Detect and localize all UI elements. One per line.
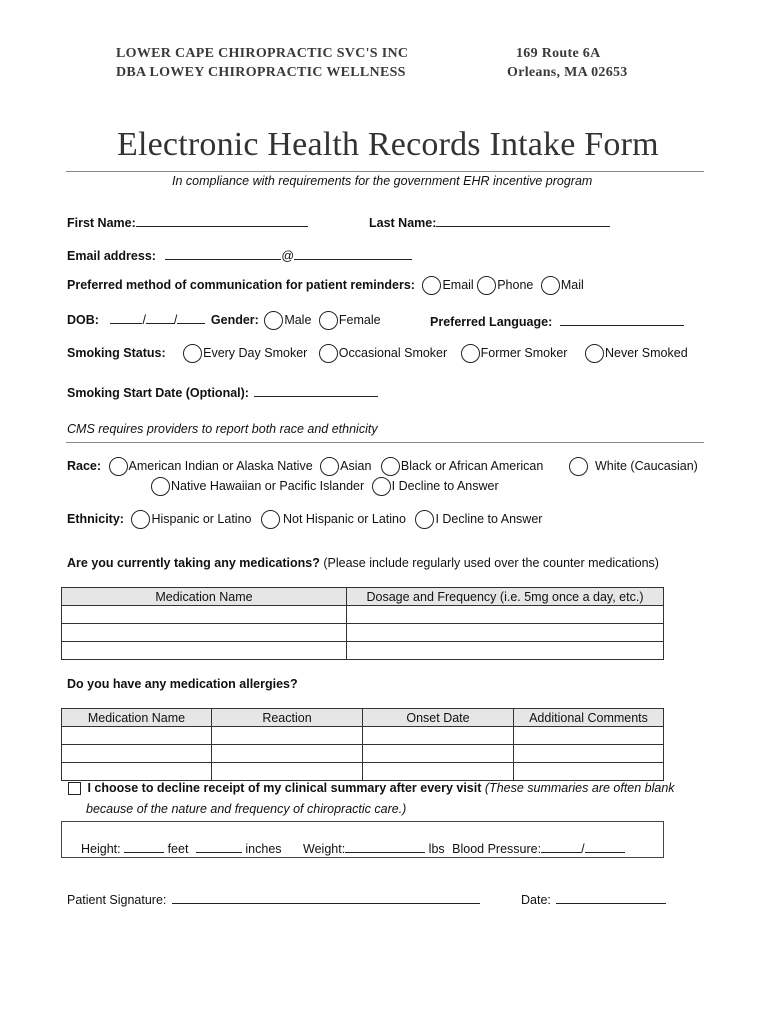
- dob-separator: /: [142, 313, 146, 327]
- first-name-field[interactable]: [136, 212, 308, 227]
- race-row-1: [67, 457, 543, 476]
- height-inches-field[interactable]: [196, 838, 242, 853]
- comm-mail-radio[interactable]: [541, 276, 560, 295]
- language-field[interactable]: [560, 311, 684, 326]
- email-user-field[interactable]: [165, 245, 281, 260]
- weight-field[interactable]: [345, 838, 425, 853]
- company-name: LOWER CAPE CHIROPRACTIC SVC'S INC: [116, 46, 409, 61]
- email-label: Email address:: [67, 249, 156, 263]
- table-cell[interactable]: [62, 727, 212, 745]
- race-pacific-islander-label: Native Hawaiian or Pacific Islander: [171, 478, 365, 493]
- smoking-occasional-label: Occasional Smoker: [338, 345, 448, 360]
- allergies-col-reaction: Reaction: [212, 709, 363, 727]
- allergies-table: [61, 708, 664, 781]
- dob-year-field[interactable]: [177, 309, 205, 324]
- address-city: Orleans, MA 02653: [507, 65, 628, 80]
- dob-separator: /: [173, 313, 178, 327]
- table-cell[interactable]: [514, 745, 664, 763]
- weight-label: Weight:: [303, 842, 346, 856]
- race-row-2: [151, 477, 499, 496]
- smoking-row: [67, 344, 688, 363]
- race-black-label: Black or African American: [400, 458, 544, 473]
- bp-separator: /: [581, 842, 585, 856]
- allergies-question: Do you have any medication allergies?: [67, 677, 298, 691]
- race-label: Race:: [67, 458, 102, 473]
- comm-row: [67, 276, 584, 295]
- table-header-row: [62, 588, 664, 606]
- smoking-start-field[interactable]: [254, 382, 378, 397]
- race-white-radio[interactable]: [569, 457, 588, 476]
- comm-email-label: Email: [442, 277, 474, 292]
- table-cell[interactable]: [62, 745, 212, 763]
- title-divider: [66, 171, 704, 172]
- date-field[interactable]: [556, 889, 666, 904]
- medications-question-row: [67, 556, 659, 570]
- race-decline-label: I Decline to Answer: [391, 478, 499, 493]
- bp-systolic-field[interactable]: [541, 838, 581, 853]
- decline-summary-checkbox[interactable]: [68, 782, 81, 795]
- company-dba: DBA LOWEY CHIROPRACTIC WELLNESS: [116, 65, 406, 80]
- smoking-everyday-radio[interactable]: [183, 344, 202, 363]
- ethnicity-not-hispanic-label: Not Hispanic or Latino: [282, 511, 406, 526]
- medications-col-name: Medication Name: [62, 588, 347, 606]
- email-row: [67, 245, 412, 263]
- race-white-option: [569, 457, 698, 476]
- ethnicity-decline-radio[interactable]: [415, 510, 434, 529]
- weight-unit: lbs: [428, 842, 445, 856]
- table-cell[interactable]: [363, 745, 514, 763]
- decline-note-line1: (These summaries are often blank: [484, 781, 675, 795]
- table-cell[interactable]: [212, 745, 363, 763]
- height-label: Height:: [81, 842, 121, 856]
- first-name-label: First Name:: [67, 216, 136, 230]
- table-cell[interactable]: [212, 727, 363, 745]
- medications-question: Are you currently taking any medications?: [67, 556, 320, 570]
- height-inches-unit: inches: [245, 842, 282, 856]
- medications-col-dosage: Dosage and Frequency (i.e. 5mg once a day, etc.): [347, 588, 664, 606]
- smoking-start-row: [67, 382, 378, 400]
- table-cell[interactable]: [363, 727, 514, 745]
- table-row: [62, 727, 664, 745]
- last-name-label: Last Name:: [369, 216, 437, 230]
- address-street: 169 Route 6A: [516, 46, 601, 61]
- dob-day-field[interactable]: [146, 309, 174, 324]
- table-cell[interactable]: [347, 624, 664, 642]
- dob-gender-row: [67, 309, 381, 330]
- table-cell[interactable]: [347, 642, 664, 660]
- last-name-field[interactable]: [436, 212, 610, 227]
- table-cell[interactable]: [62, 642, 347, 660]
- comm-phone-radio[interactable]: [477, 276, 496, 295]
- table-row: [62, 745, 664, 763]
- medications-table: [61, 587, 664, 660]
- gender-male-radio[interactable]: [264, 311, 283, 330]
- race-american-indian-label: American Indian or Alaska Native: [128, 458, 313, 473]
- table-row: [62, 624, 664, 642]
- vitals-row: [81, 838, 625, 856]
- dob-month-field[interactable]: [110, 309, 142, 324]
- table-row: [62, 606, 664, 624]
- dob-label: DOB:: [67, 313, 99, 327]
- comm-phone-label: Phone: [497, 277, 534, 292]
- table-cell[interactable]: [347, 606, 664, 624]
- table-cell[interactable]: [62, 763, 212, 781]
- first-name-row: [67, 212, 308, 230]
- race-black-radio[interactable]: [381, 457, 400, 476]
- medications-note: (Please include regularly used over the counter medications): [323, 556, 659, 570]
- table-row: [62, 763, 664, 781]
- comm-mail-label: Mail: [560, 277, 584, 292]
- smoking-everyday-label: Every Day Smoker: [203, 345, 308, 360]
- race-pacific-islander-radio[interactable]: [151, 477, 170, 496]
- signature-row: [67, 889, 480, 907]
- page-title: Electronic Health Records Intake Form: [117, 126, 659, 163]
- gender-female-label: Female: [338, 313, 381, 327]
- table-row: [62, 642, 664, 660]
- gender-male-label: Male: [284, 313, 312, 327]
- smoking-start-label: Smoking Start Date (Optional):: [67, 386, 249, 400]
- ethnicity-row: [67, 510, 542, 529]
- smoking-former-label: Former Smoker: [480, 345, 568, 360]
- smoking-never-label: Never Smoked: [604, 345, 688, 360]
- race-decline-radio[interactable]: [372, 477, 391, 496]
- gender-female-radio[interactable]: [319, 311, 338, 330]
- page-subtitle: In compliance with requirements for the government EHR incentive program: [172, 174, 593, 188]
- ethnicity-decline-label: I Decline to Answer: [435, 511, 543, 526]
- race-american-indian-radio[interactable]: [109, 457, 128, 476]
- signature-label: Patient Signature:: [67, 893, 167, 907]
- email-at-sign: @: [281, 249, 295, 263]
- bp-label: Blood Pressure:: [452, 842, 542, 856]
- cms-note: CMS requires providers to report both race and ethnicity: [67, 422, 378, 436]
- smoking-never-radio[interactable]: [585, 344, 604, 363]
- decline-summary-label: I choose to decline receipt of my clinical summary after every visit: [87, 781, 482, 795]
- table-header-row: [62, 709, 664, 727]
- ethnicity-not-hispanic-radio[interactable]: [261, 510, 280, 529]
- language-row: [430, 311, 684, 329]
- table-cell[interactable]: [62, 606, 347, 624]
- allergies-col-comments: Additional Comments: [514, 709, 664, 727]
- signature-field[interactable]: [172, 889, 480, 904]
- ethnicity-hispanic-radio[interactable]: [131, 510, 150, 529]
- table-cell[interactable]: [514, 763, 664, 781]
- email-domain-field[interactable]: [294, 245, 412, 260]
- language-label: Preferred Language:: [430, 315, 553, 329]
- smoking-occasional-radio[interactable]: [319, 344, 338, 363]
- table-cell[interactable]: [212, 763, 363, 781]
- race-asian-label: Asian: [340, 458, 372, 473]
- table-cell[interactable]: [363, 763, 514, 781]
- height-feet-field[interactable]: [124, 838, 164, 853]
- height-feet-unit: feet: [167, 842, 189, 856]
- allergies-col-medication: Medication Name: [62, 709, 212, 727]
- ethnicity-hispanic-label: Hispanic or Latino: [151, 511, 252, 526]
- smoking-former-radio[interactable]: [461, 344, 480, 363]
- table-cell[interactable]: [514, 727, 664, 745]
- race-asian-radio[interactable]: [320, 457, 339, 476]
- last-name-row: [369, 212, 610, 230]
- decline-note-line2: because of the nature and frequency of chiropractic care.): [86, 802, 407, 816]
- table-cell[interactable]: [62, 624, 347, 642]
- bp-diastolic-field[interactable]: [585, 838, 625, 853]
- comm-email-radio[interactable]: [422, 276, 441, 295]
- comm-label: Preferred method of communication for patient reminders:: [67, 277, 415, 292]
- date-label: Date:: [521, 893, 551, 907]
- race-white-label: White (Caucasian): [595, 458, 698, 473]
- gender-label: Gender:: [210, 313, 259, 327]
- date-row: [521, 889, 666, 907]
- allergies-col-onset: Onset Date: [363, 709, 514, 727]
- decline-row: [68, 781, 675, 795]
- ethnicity-label: Ethnicity:: [67, 511, 124, 526]
- cms-divider: [66, 442, 704, 443]
- smoking-label: Smoking Status:: [67, 345, 166, 360]
